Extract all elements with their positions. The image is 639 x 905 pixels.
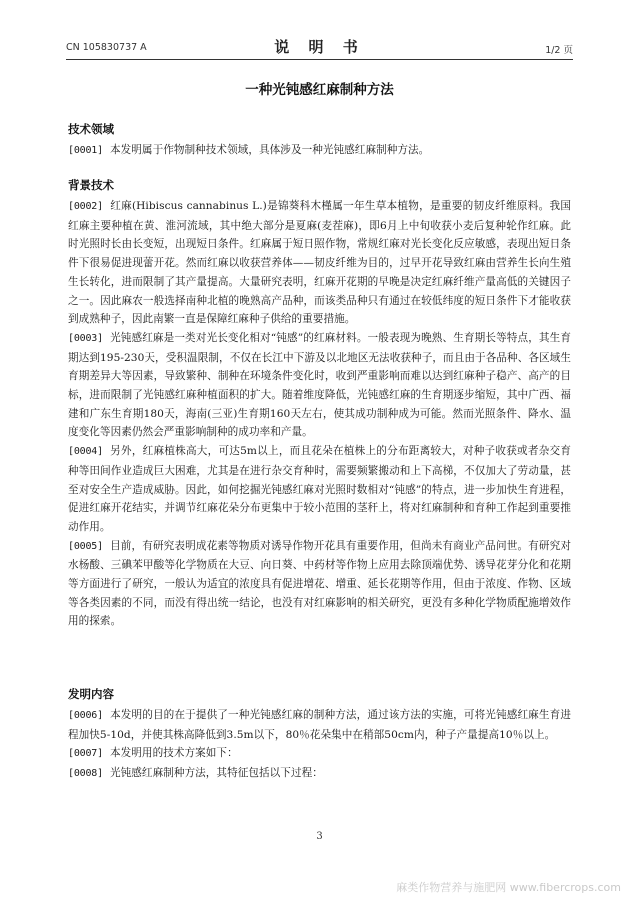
doc-type: 说 明 书 [274, 38, 365, 56]
doc-number: CN 105830737 A [66, 42, 147, 53]
section-heading-background: 背景技术 [68, 178, 114, 192]
paragraph-number: [0004] [68, 446, 103, 458]
paragraph-number: [0008] [68, 768, 103, 780]
paragraph-0007 [68, 744, 571, 764]
paragraph-text: 红麻(Hibiscus cannabinus L.)是锦葵科木槿属一年生草本植物，是重要的韧皮纤维原料。我国红麻主要种植在黄、淮河流域，其中绝大部分是夏麻(麦茬麻)，即6月上中旬收获小麦后复种轮作红麻。此时光照时长由长变短，出现短日条件。红麻属于短日照作物，常规红麻对光长变化反应敏感，表现出短日条件下很易促进现蕾开花。然而红麻以收获营养体——韧皮纤维为目的，过早开花导致红麻由营养生长向生殖生长转化，进而限制了其产量提高。大量研究表明，红麻开花期的早晚是决定红麻纤维产量高低的关键因子之一。因此麻农一般选择南种北植的晚熟高产品种，而该类品种只有通过在较低纬度的短日条件下才能收获到成熟种子，因此南繁一直是保障红麻种子供给的重要措施。 [68, 200, 571, 326]
document-title: 一种光钝感红麻制种方法 [245, 82, 394, 98]
page-indicator: 1/2 页 [545, 45, 573, 56]
paragraph-text: 光钝感红麻是一类对光长变化相对“钝感”的红麻材料。一般表现为晚熟、生育期长等特点，其生育期达到195-230天，受积温限制，不仅在长江中下游及以北地区无法收获种子，而且由于各品种、各区域生育期差异大等因素，导致繁种、制种在环境条件变化时，收到严重影响而难以达到红麻种子稳产、高产的目标，进而限制了光钝感红麻种植面积的扩大。随着维度降低，光钝感红麻的生育期逐步缩短，其中广西、福建和广东生育期180天，海南(三亚)生育期160天左右，使其成功制种成为可能。然而光照条件、降水、温度变化等因素仍然会严重影响制种的成功率和产量。 [68, 331, 571, 439]
paragraph-0004 [68, 442, 571, 537]
paragraph-text: 本发明用的技术方案如下： [110, 747, 238, 760]
paragraph-text: 本发明的目的在于提供了一种光钝感红麻的制种方法，通过该方法的实施，可将光钝感红麻生育进程加快5-10d，并使其株高降低到3.5m以下，80％花朵集中在稍部50cm内，种子产量提高10％以上。 [68, 709, 571, 741]
section-tech-field [68, 121, 571, 161]
paragraph-0002 [68, 197, 571, 329]
paragraph-0006 [68, 706, 571, 744]
paragraph-text: 目前，有研究表明成花素等物质对诱导作物开花具有重要作用，但尚未有商业产品问世。有研究对水杨酸、三碘苯甲酸等化学物质在大豆、向日葵、中药材等作物上应用去除顶端优势、诱导花芽分化和花期等方面进行了研究，一般认为适宜的浓度具有促进增花、增重、延长花期等作用，但由于浓度、作物、区域等各类因素的不同，而没有得出统一结论，也没有对红麻影响的相关研究，更没有多种化学物质配施增效作用的探索。 [68, 539, 571, 628]
paragraph-number: [0002] [68, 201, 103, 212]
paragraph-0003 [68, 329, 571, 442]
section-background [68, 177, 571, 631]
header-rule [66, 59, 573, 60]
paragraph-0005 [68, 537, 571, 632]
section-invention [68, 686, 571, 784]
watermark: 麻类作物营养与施肥网 www.fibercrops.com [396, 881, 621, 894]
section-heading-tech-field: 技术领域 [68, 122, 114, 136]
paragraph-0008 [68, 764, 571, 784]
paragraph-number: [0003] [68, 332, 103, 344]
paragraph-number: [0007] [68, 748, 103, 760]
paragraph-text: 本发明属于作物制种技术领域，具体涉及一种光钝感红麻制种方法。 [110, 144, 430, 156]
paragraph-text: 另外，红麻植株高大，可达5m以上，而且花朵在植株上的分布距离较大，对种子收获或者杂交育种等田间作业造成巨大困难，尤其是在进行杂交育种时，需要频繁搬动和上下高梯，不仅加大了劳动量，甚至对安全生产造成威胁。因此，如何挖掘光钝感红麻对光照时数相对“钝感”的特点，进一步加快生育进程，促进红麻开花结实，并调节红麻花朵分布更集中于较小范围的茎秆上，将对红麻制种和育种工作起到重要推动作用。 [68, 445, 571, 533]
section-heading-invention: 发明内容 [68, 687, 114, 701]
paragraph-number: [0006] [68, 710, 103, 721]
page-number: 3 [316, 831, 323, 842]
paragraph-text: 光钝感红麻制种方法，其特征包括以下过程： [110, 767, 323, 780]
paragraph-0001 [68, 141, 571, 161]
paragraph-number: [0001] [68, 145, 103, 156]
paragraph-number: [0005] [68, 540, 103, 552]
page-header [66, 38, 573, 56]
